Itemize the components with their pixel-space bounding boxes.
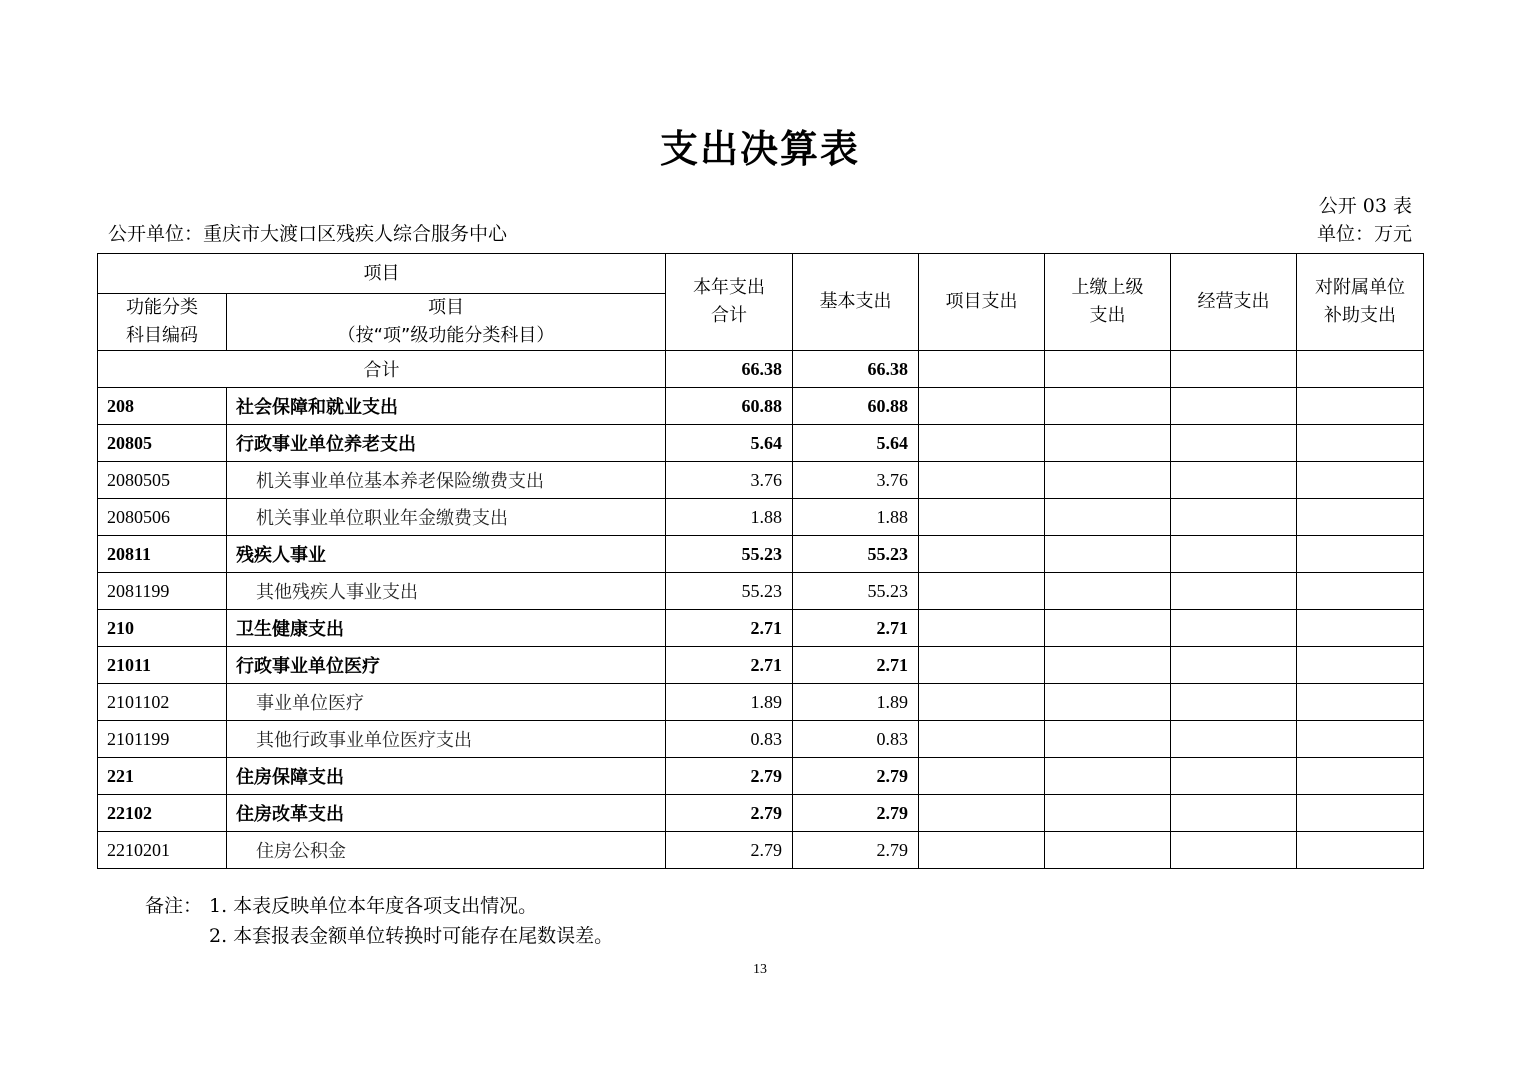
row-code: 21011 (98, 647, 227, 684)
row-code: 2210201 (98, 832, 227, 869)
row-subsidy (1297, 721, 1424, 758)
row-business (1171, 610, 1297, 647)
table-row (98, 795, 1424, 832)
table-row (98, 610, 1424, 647)
header-business: 经营支出 (1171, 254, 1297, 351)
row-upper (1045, 536, 1171, 573)
row-upper (1045, 795, 1171, 832)
row-basic: 5.64 (793, 425, 919, 462)
header-name: 项目 （按“项”级功能分类科目） (227, 294, 666, 351)
row-business (1171, 795, 1297, 832)
row-name: 残疾人事业 (227, 536, 666, 573)
row-subsidy (1297, 388, 1424, 425)
row-subsidy (1297, 795, 1424, 832)
row-project (919, 388, 1045, 425)
table-row (98, 425, 1424, 462)
row-business (1171, 832, 1297, 869)
row-upper (1045, 758, 1171, 795)
header-project: 项目支出 (919, 254, 1045, 351)
total-business (1171, 351, 1297, 388)
row-total: 2.71 (666, 647, 793, 684)
row-business (1171, 573, 1297, 610)
row-basic: 55.23 (793, 536, 919, 573)
row-project (919, 425, 1045, 462)
header-code: 功能分类 科目编码 (98, 294, 227, 351)
row-subsidy (1297, 462, 1424, 499)
total-project (919, 351, 1045, 388)
row-name: 其他行政事业单位医疗支出 (227, 721, 666, 758)
table-row (98, 536, 1424, 573)
row-project (919, 832, 1045, 869)
row-name: 住房改革支出 (227, 795, 666, 832)
notes-prefix: 备注： (145, 895, 203, 917)
table-row (98, 647, 1424, 684)
row-project (919, 573, 1045, 610)
row-code: 2080506 (98, 499, 227, 536)
row-name: 行政事业单位医疗 (227, 647, 666, 684)
table-row (98, 832, 1424, 869)
row-business (1171, 388, 1297, 425)
row-total: 55.23 (666, 536, 793, 573)
row-upper (1045, 832, 1171, 869)
row-subsidy (1297, 832, 1424, 869)
row-project (919, 647, 1045, 684)
total-basic: 66.38 (793, 351, 919, 388)
row-basic: 55.23 (793, 573, 919, 610)
row-name: 行政事业单位养老支出 (227, 425, 666, 462)
row-total: 5.64 (666, 425, 793, 462)
row-business (1171, 536, 1297, 573)
row-subsidy (1297, 425, 1424, 462)
header-upper: 上缴上级 支出 (1045, 254, 1171, 351)
row-basic: 2.79 (793, 758, 919, 795)
table-row (98, 499, 1424, 536)
header-subsidy: 对附属单位 补助支出 (1297, 254, 1424, 351)
row-total: 2.79 (666, 795, 793, 832)
row-code: 2101199 (98, 721, 227, 758)
row-project (919, 758, 1045, 795)
table-row (98, 573, 1424, 610)
row-subsidy (1297, 647, 1424, 684)
row-project (919, 462, 1045, 499)
note-1: 1. 本表反映单位本年度各项支出情况。 (209, 895, 538, 917)
table-row (98, 388, 1424, 425)
row-basic: 60.88 (793, 388, 919, 425)
row-upper (1045, 462, 1171, 499)
row-code: 221 (98, 758, 227, 795)
row-business (1171, 462, 1297, 499)
row-project (919, 499, 1045, 536)
row-total: 55.23 (666, 573, 793, 610)
row-code: 20805 (98, 425, 227, 462)
row-subsidy (1297, 536, 1424, 573)
row-code: 210 (98, 610, 227, 647)
row-subsidy (1297, 684, 1424, 721)
row-basic: 3.76 (793, 462, 919, 499)
row-code: 2081199 (98, 573, 227, 610)
row-project (919, 795, 1045, 832)
row-total: 60.88 (666, 388, 793, 425)
row-name: 社会保障和就业支出 (227, 388, 666, 425)
row-code: 2101102 (98, 684, 227, 721)
row-basic: 1.89 (793, 684, 919, 721)
total-row (98, 351, 1424, 388)
header-project-group: 项目 (98, 254, 666, 294)
row-business (1171, 684, 1297, 721)
row-total: 1.88 (666, 499, 793, 536)
row-upper (1045, 425, 1171, 462)
row-business (1171, 758, 1297, 795)
currency-unit: 单位：万元 (1316, 223, 1412, 245)
row-name: 其他残疾人事业支出 (227, 573, 666, 610)
row-subsidy (1297, 758, 1424, 795)
table-row (98, 721, 1424, 758)
row-business (1171, 647, 1297, 684)
row-upper (1045, 499, 1171, 536)
row-business (1171, 425, 1297, 462)
row-basic: 2.79 (793, 832, 919, 869)
notes (145, 891, 613, 951)
row-name: 机关事业单位基本养老保险缴费支出 (227, 462, 666, 499)
row-total: 2.79 (666, 758, 793, 795)
row-business (1171, 499, 1297, 536)
total-label: 合计 (98, 351, 666, 388)
row-name: 住房保障支出 (227, 758, 666, 795)
row-project (919, 721, 1045, 758)
total-upper (1045, 351, 1171, 388)
row-subsidy (1297, 499, 1424, 536)
page-number: 13 (753, 962, 767, 977)
row-name: 卫生健康支出 (227, 610, 666, 647)
row-basic: 1.88 (793, 499, 919, 536)
row-subsidy (1297, 610, 1424, 647)
row-upper (1045, 647, 1171, 684)
row-project (919, 536, 1045, 573)
row-basic: 2.79 (793, 795, 919, 832)
table-row (98, 462, 1424, 499)
header-total: 本年支出 合计 (666, 254, 793, 351)
row-name: 事业单位医疗 (227, 684, 666, 721)
row-basic: 2.71 (793, 647, 919, 684)
row-upper (1045, 721, 1171, 758)
row-business (1171, 721, 1297, 758)
row-project (919, 684, 1045, 721)
total-sum: 66.38 (666, 351, 793, 388)
row-basic: 0.83 (793, 721, 919, 758)
reporting-unit: 公开单位：重庆市大渡口区残疾人综合服务中心 (108, 223, 508, 245)
row-basic: 2.71 (793, 610, 919, 647)
row-code: 2080505 (98, 462, 227, 499)
row-total: 3.76 (666, 462, 793, 499)
row-upper (1045, 684, 1171, 721)
form-number: 公开 03 表 (1318, 195, 1412, 217)
row-total: 2.79 (666, 832, 793, 869)
row-total: 1.89 (666, 684, 793, 721)
row-upper (1045, 610, 1171, 647)
row-project (919, 610, 1045, 647)
row-upper (1045, 388, 1171, 425)
header-basic: 基本支出 (793, 254, 919, 351)
total-subsidy (1297, 351, 1424, 388)
note-2: 2. 本套报表金额单位转换时可能存在尾数误差。 (209, 925, 614, 947)
row-code: 208 (98, 388, 227, 425)
row-upper (1045, 573, 1171, 610)
row-name: 机关事业单位职业年金缴费支出 (227, 499, 666, 536)
expenditure-table (97, 253, 1424, 869)
row-total: 2.71 (666, 610, 793, 647)
page-title: 支出决算表 (659, 127, 860, 171)
table-row (98, 758, 1424, 795)
table-row (98, 684, 1424, 721)
row-name: 住房公积金 (227, 832, 666, 869)
row-total: 0.83 (666, 721, 793, 758)
row-code: 20811 (98, 536, 227, 573)
row-code: 22102 (98, 795, 227, 832)
row-subsidy (1297, 573, 1424, 610)
